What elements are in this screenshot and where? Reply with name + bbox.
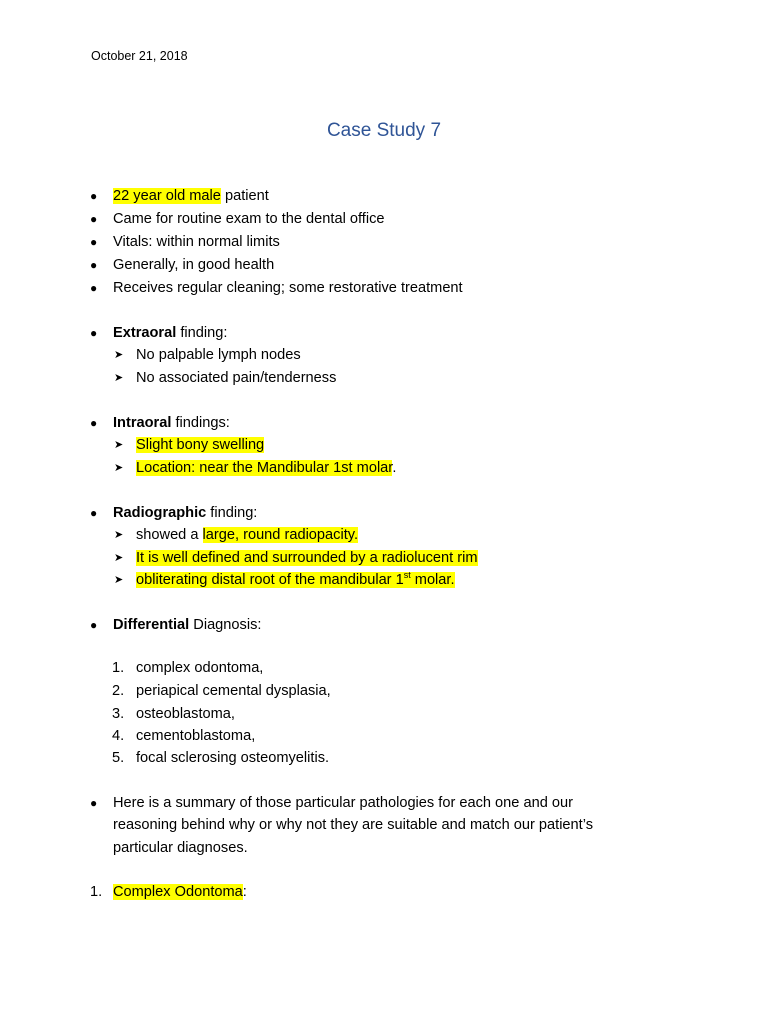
bullet-icon: ●: [90, 235, 98, 249]
bullet-icon: ●: [90, 618, 98, 632]
bullet-icon: ●: [90, 506, 98, 520]
list-number: 4.: [112, 728, 125, 744]
list-item: 22 year old male patient: [113, 188, 269, 204]
bullet-icon: ●: [90, 212, 98, 226]
section-heading-differential: Differential Diagnosis:: [113, 617, 262, 633]
section-heading-radiographic: Radiographic finding:: [113, 505, 258, 521]
bullet-icon: ●: [90, 281, 98, 295]
list-item: Slight bony swelling: [136, 437, 265, 453]
list-item: No palpable lymph nodes: [136, 347, 301, 363]
bullet-icon: ●: [90, 796, 98, 810]
list-item: focal sclerosing osteomyelitis.: [136, 750, 330, 766]
section-heading-intraoral: Intraoral findings:: [113, 415, 230, 431]
list-item: cementoblastoma,: [136, 728, 256, 744]
bullet-icon: ●: [90, 189, 98, 203]
list-item: complex odontoma,: [136, 660, 264, 676]
list-number: 5.: [112, 750, 125, 766]
list-item: Came for routine exam to the dental office: [113, 211, 385, 227]
summary-line: particular diagnoses.: [113, 840, 248, 856]
list-item: Vitals: within normal limits: [113, 234, 280, 250]
list-item: Receives regular cleaning; some restorative treatment: [113, 280, 463, 296]
summary-line: reasoning behind why or why not they are suitable and match our patient’s: [113, 817, 593, 833]
list-item: Generally, in good health: [113, 257, 275, 273]
list-item: showed a large, round radiopacity.: [136, 527, 359, 543]
arrow-bullet-icon: ➤: [114, 372, 124, 384]
arrow-bullet-icon: ➤: [114, 439, 124, 451]
section-heading-extraoral: Extraoral finding:: [113, 325, 228, 341]
arrow-bullet-icon: ➤: [114, 529, 124, 541]
list-item: periapical cemental dysplasia,: [136, 683, 331, 699]
list-item: obliterating distal root of the mandibular 1st molar.: [136, 570, 455, 588]
list-item: Location: near the Mandibular 1st molar.: [136, 460, 397, 476]
list-number: 1.: [112, 660, 125, 676]
list-item: osteoblastoma,: [136, 706, 235, 722]
arrow-bullet-icon: ➤: [114, 552, 124, 564]
document-date: October 21, 2018: [91, 49, 188, 63]
page-title: Case Study 7: [326, 120, 442, 141]
arrow-bullet-icon: ➤: [114, 349, 124, 361]
arrow-bullet-icon: ➤: [114, 574, 124, 586]
list-number: 2.: [112, 683, 125, 699]
bullet-icon: ●: [90, 258, 98, 272]
summary-line: Here is a summary of those particular pathologies for each one and our: [113, 795, 573, 811]
list-item: No associated pain/tenderness: [136, 370, 337, 386]
list-item: It is well defined and surrounded by a radiolucent rim: [136, 550, 478, 566]
section-title-complex-odontoma: Complex Odontoma:: [113, 884, 247, 900]
list-number: 3.: [112, 706, 125, 722]
bullet-icon: ●: [90, 326, 98, 340]
section-number: 1.: [90, 884, 103, 900]
bullet-icon: ●: [90, 416, 98, 430]
arrow-bullet-icon: ➤: [114, 462, 124, 474]
